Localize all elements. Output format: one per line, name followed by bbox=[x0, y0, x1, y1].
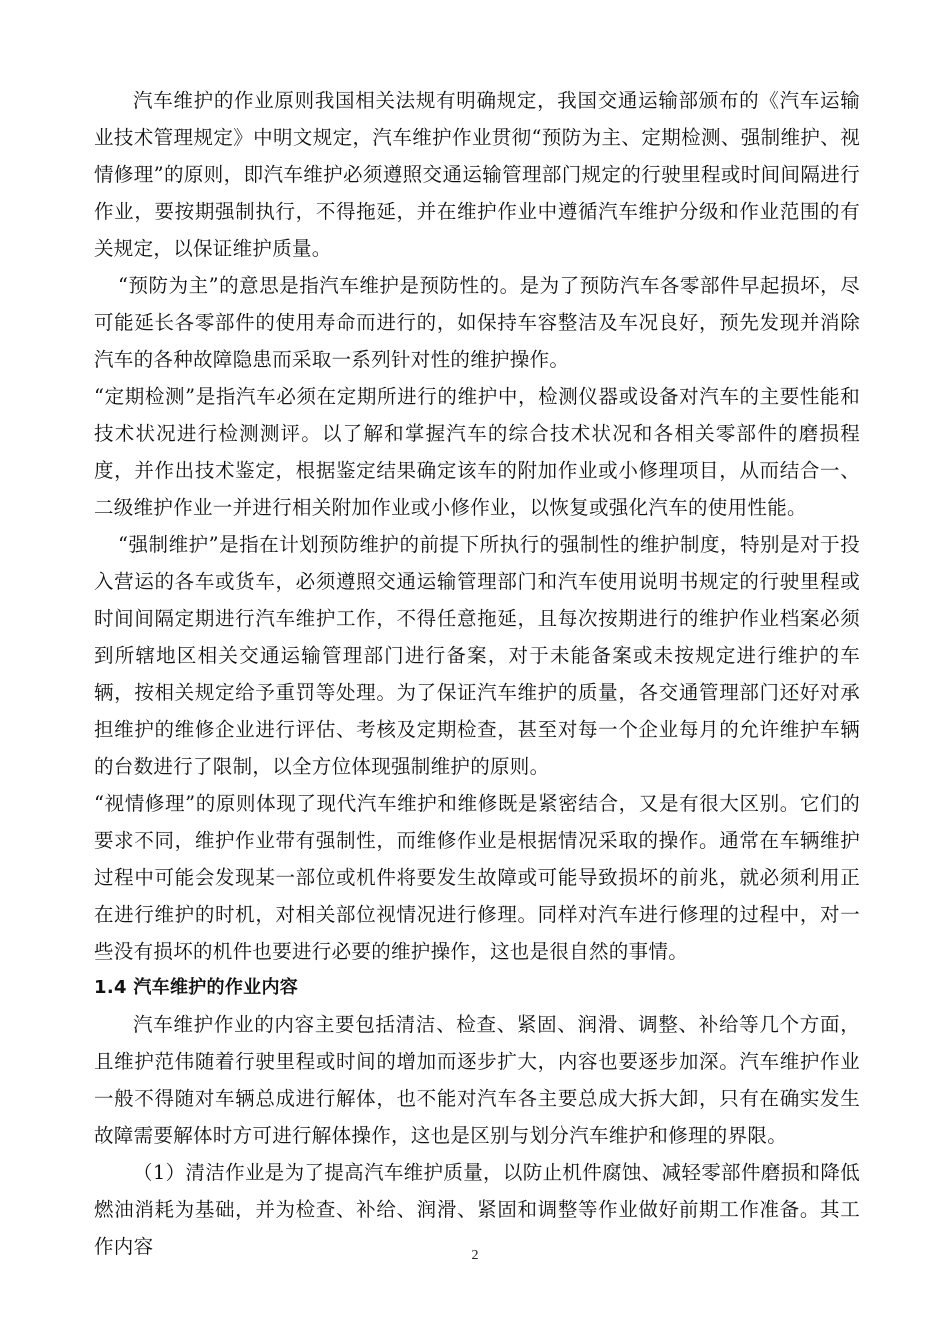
paragraph-condition-repair: “视情修理”的原则体现了现代汽车维护和维修既是紧密结合，又是有很大区别。它们的要求不同，维护作业带有强制性，而维修作业是根据情况采取的操作。通常在车辆维护过程中可能会发现某一部位或机件将要发生故障或可能导致损坏的前兆，就必须利用正在进行维护的时机，对相关部位视情况进行修理。同样对汽车进行修理的过程中，对一些没有损坏的机件也要进行必要的维护操作，这也是很自然的事情。 bbox=[94, 792, 860, 963]
paragraph-mandatory-maintenance: “强制维护”是指在计划预防维护的前提下所执行的强制性的维护制度，特别是对于投入营运的各车或货车，必须遵照交通运输管理部门和汽车使用说明书规定的行驶里程或时间间隔定期进行汽车维护工作，不得任意拖延，且每次按期进行的维护作业档案必须到所辖地区相关交通运输管理部门进行备案，对于未能备案或未按规定进行维护的车辆，按相关规定给予重罚等处理。为了保证汽车维护的质量，各交通管理部门还好对承担维护的维修企业进行评估、考核及定期检查，甚至对每一个企业每月的允许维护车辆的台数进行了限制，以全方位体现强制维护的原则。 bbox=[94, 533, 860, 778]
document-page bbox=[94, 82, 860, 1265]
section-heading: 1.4 汽车维护的作业内容 bbox=[94, 977, 299, 998]
paragraph-cleaning-work: （1）清洁作业是为了提高汽车维护质量，以防止机件腐蚀、减轻零部件磨损和降低燃油消耗为基础，并为检查、补给、润滑、紧固和调整等作业做好前期工作准备。其工作内容 bbox=[94, 1161, 860, 1258]
paragraph-maintenance-content: 汽车维护作业的内容主要包括清洁、检查、紧固、润滑、调整、补给等几个方面，且维护范伟随着行驶里程或时间的增加而逐步扩大，内容也要逐步加深。汽车维护作业一般不得随对车辆总成进行解体，也不能对汽车各主要总成大拆大卸，只有在确实发生故障需要解体时方可进行解体操作，这也是区别与划分汽车维护和修理的界限。 bbox=[94, 1013, 860, 1147]
paragraph-prevention-first: “预防为主”的意思是指汽车维护是预防性的。是为了预防汽车各零部件早起损坏，尽可能延长各零部件的使用寿命而进行的，如保持车容整洁及车况良好，预先发现并消除汽车的各种故障隐患而采取一系列针对性的维护操作。 bbox=[94, 274, 860, 371]
paragraph-periodic-inspection: “定期检测”是指汽车必须在定期所进行的维护中，检测仪器或设备对汽车的主要性能和技术状况进行检测测评。以了解和掌握汽车的综合技术状况和各相关零部件的磨损程度，并作出技术鉴定，根据鉴定结果确定该车的附加作业或小修理项目，从而结合一、二级维护作业一并进行相关附加作业或小修作业，以恢复或强化汽车的使用性能。 bbox=[94, 385, 860, 519]
paragraph-maintenance-principles: 汽车维护的作业原则我国相关法规有明确规定，我国交通运输部颁布的《汽车运输业技术管理规定》中明文规定，汽车维护作业贯彻“预防为主、定期检测、强制维护、视情修理”的原则，即汽车维护必须遵照交通运输管理部门规定的行驶里程或时间间隔进行作业，要按期强制执行，不得拖延，并在维护作业中遵循汽车维护分级和作业范围的有关规定，以保证维护质量。 bbox=[94, 89, 860, 260]
page-number: 2 bbox=[471, 1248, 479, 1263]
